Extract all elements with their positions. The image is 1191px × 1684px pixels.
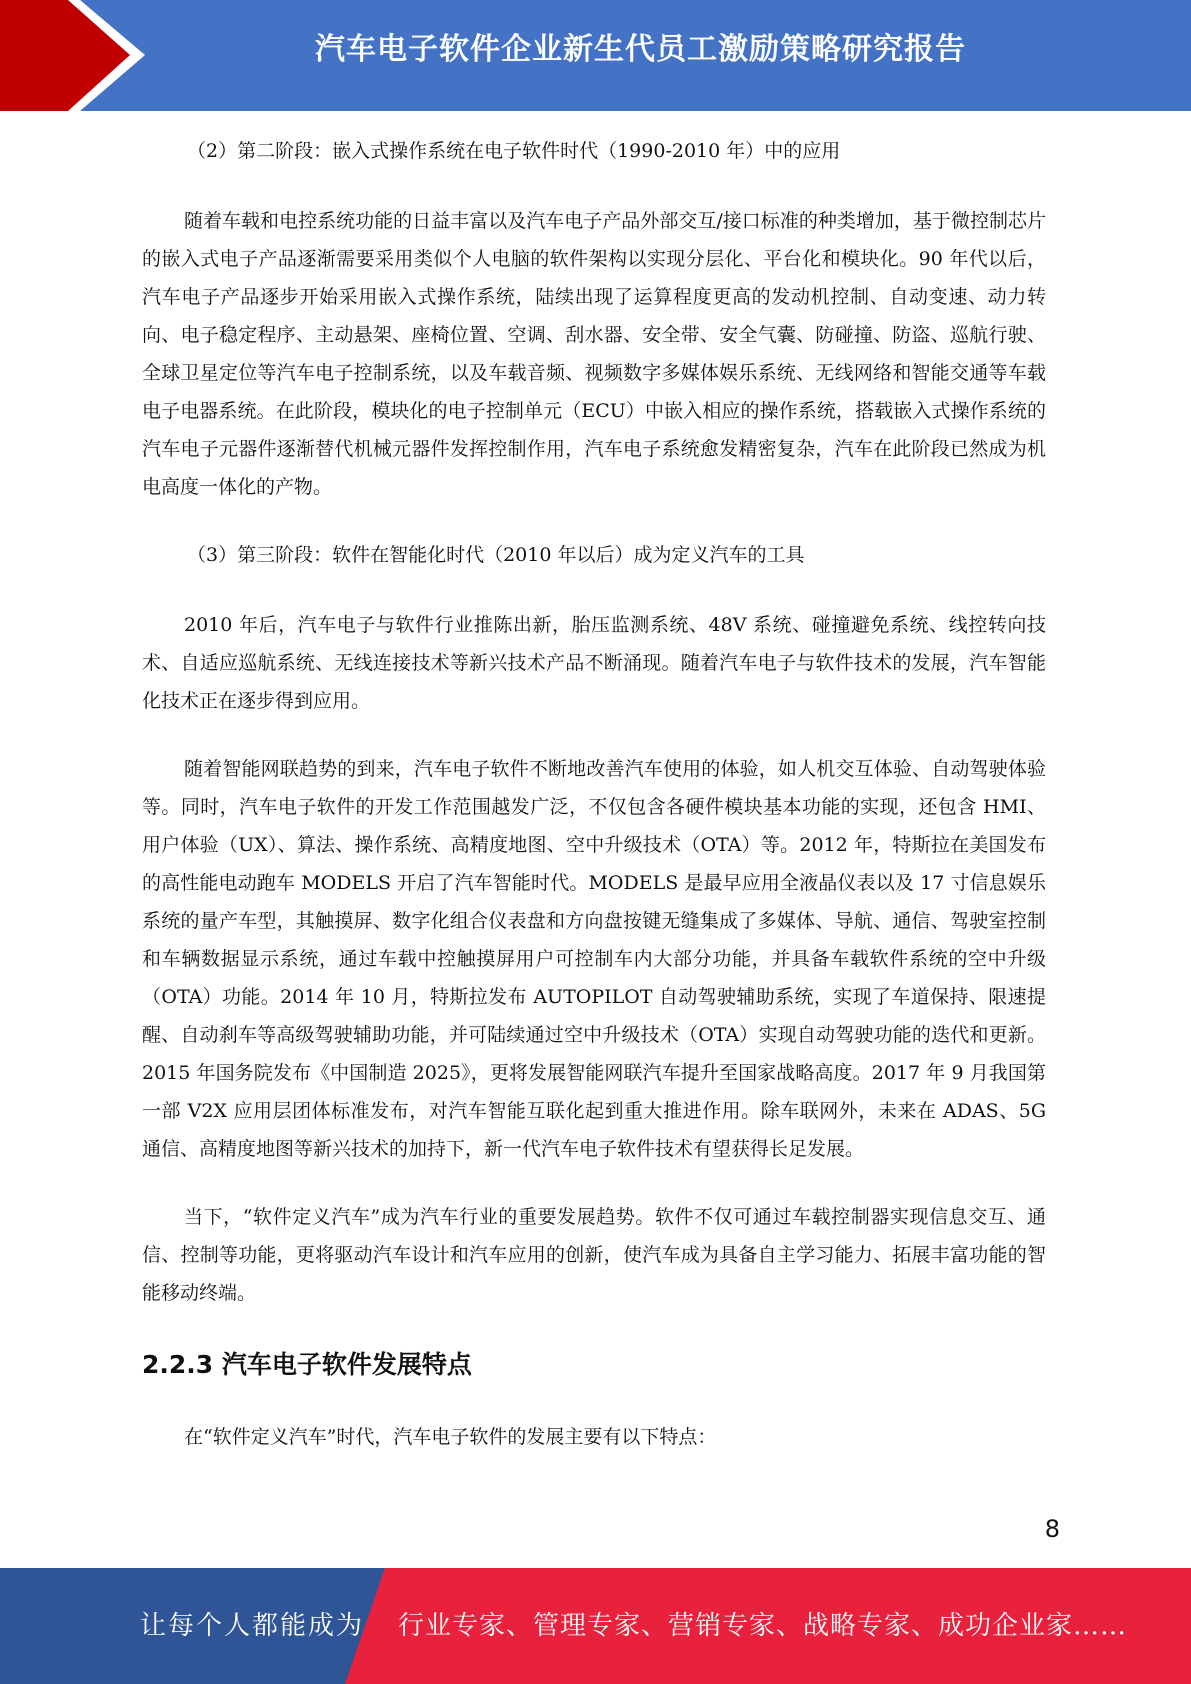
stage-3-title: （3）第三阶段：软件在智能化时代（2010 年以后）成为定义汽车的工具 (187, 544, 805, 566)
footer-slogan-left: 让每个人都能成为 (140, 1611, 365, 1641)
stage-2-paragraph: 随着车载和电控系统功能的日益丰富以及汽车电子产品外部交互/接口标准的种类增加，基于微控制芯片的嵌入式电子产品逐渐需要采用类似个人电脑的软件架构以实现分层化、平台化和模块化。90 年代以后，汽车电子产品逐步开始采用嵌入式操作系统，陆续出现了运算程度更高的发动机控制、自动变速、动力转向、电子稳定程序、主动悬架、座椅位置、空调、刮水器、安全带、安全气囊、防碰撞、防盗、巡航行驶、全球卫星定位等汽车电子控制系统，以及车载音频、视频数字多媒体娱乐系统、无线网络和智能交通等车载电子电器系统。在此阶段，模块化的电子控制单元（ECU）中嵌入相应的操作系统，搭载嵌入式操作系统的汽车电子元器件逐渐替代机械元器件发挥控制作用，汽车电子系统愈发精密复杂，汽车在此阶段已然成为机电高度一体化的产物。 (142, 210, 1046, 498)
page-number: 8 (1044, 1515, 1060, 1543)
stage-3-paragraph-3: 当下，“软件定义汽车”成为汽车行业的重要发展趋势。软件不仅可通过车载控制器实现信息交互、通信、控制等功能，更将驱动汽车设计和汽车应用的创新，使汽车成为具备自主学习能力、拓展丰富功能的智能移动终端。 (142, 1206, 1046, 1304)
section-intro-paragraph: 在“软件定义汽车”时代，汽车电子软件的发展主要有以下特点： (184, 1426, 717, 1448)
stage-3-paragraph-1: 2010 年后，汽车电子与软件行业推陈出新，胎压监测系统、48V 系统、碰撞避免系统、线控转向技术、自适应巡航系统、无线连接技术等新兴技术产品不断涌现。随着汽车电子与软件技术的发展，汽车智能化技术正在逐步得到应用。 (142, 614, 1046, 712)
section-heading: 2.2.3 汽车电子软件发展特点 (142, 1350, 472, 1379)
footer-band (0, 1568, 1191, 1684)
report-title: 汽车电子软件企业新生代员工激励策略研究报告 (315, 32, 966, 67)
footer-slogan-right: 行业专家、管理专家、营销专家、战略专家、成功企业家…… (398, 1611, 1128, 1641)
stage-3-paragraph-2: 随着智能网联趋势的到来，汽车电子软件不断地改善汽车使用的体验，如人机交互体验、自动驾驶体验等。同时，汽车电子软件的开发工作范围越发广泛，不仅包含各硬件模块基本功能的实现，还包含 HMI、用户体验（UX）、算法、操作系统、高精度地图、空中升级技术（OTA）等。2012 年，特斯拉在美国发布的高性能电动跑车 MODELS 开启了汽车智能时代。MODELS 是最早应用全液晶仪表以及 17 寸信息娱乐系统的量产车型，其触摸屏、数字化组合仪表盘和方向盘按键无缝集成了多媒体、导航、通信、驾驶室控制和车辆数据显示系统，通过车载中控触摸屏用户可控制车内大部分功能，并具备车载软件系统的空中升级（OTA）功能。2014 年 10 月，特斯拉发布 AUTOPILOT 自动驾驶辅助系统，实现了车道保持、限速提醒、自动刹车等高级驾驶辅助功能，并可陆续通过空中升级技术（OTA）实现自动驾驶功能的迭代和更新。2015 年国务院发布《中国制造 2025》，更将发展智能网联汽车提升至国家战略高度。2017 年 9 月我国第一部 V2X 应用层团体标准发布，对汽车智能互联化起到重大推进作用。除车联网外，未来在 ADAS、5G 通信、高精度地图等新兴技术的加持下，新一代汽车电子软件技术有望获得长足发展。 (142, 758, 1046, 1160)
stage-2-title: （2）第二阶段：嵌入式操作系统在电子软件时代（1990-2010 年）中的应用 (187, 140, 841, 162)
header-band (0, 0, 1191, 111)
document-body (142, 132, 1046, 1456)
